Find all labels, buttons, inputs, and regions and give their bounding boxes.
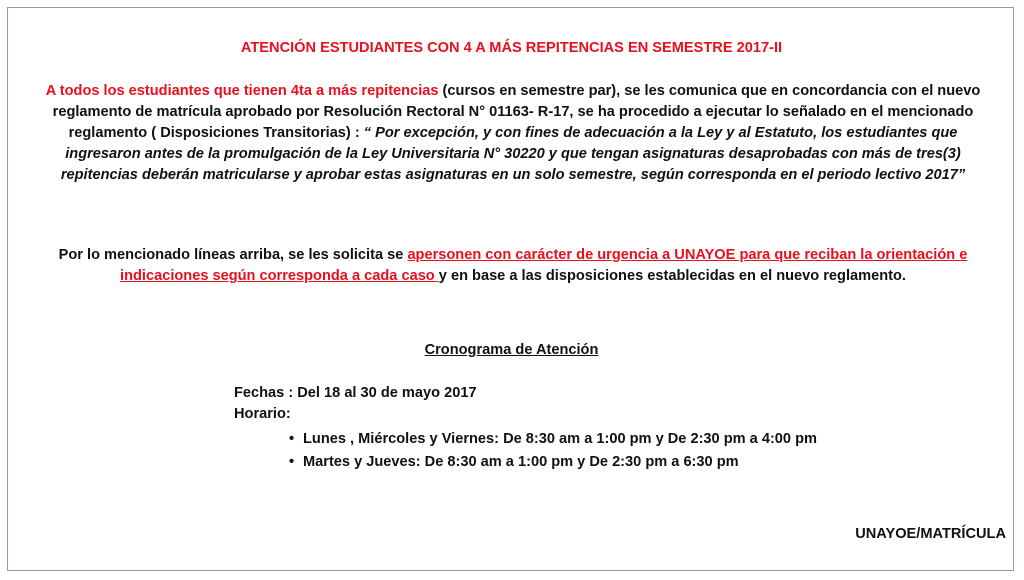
list-item: [289, 428, 817, 451]
paragraph-regulation: [32, 81, 994, 186]
schedule-hours-label: Horario:: [234, 406, 291, 422]
paragraph-request: [32, 245, 994, 287]
paragraph-regulation-highlight: A todos los estudiantes que tienen 4ta a más repitencias: [45, 83, 439, 99]
schedule-hours-list: [289, 428, 817, 474]
paragraph-request-highlight: apersonen con carácter de urgencia a UNAYOE para que reciban la orientación e indicaciones según corresponda a cada caso: [120, 247, 968, 284]
paragraph-regulation-body: (cursos en semestre par), se les comunica que en concordancia con el nuevo reglamento de matrícula aprobado por Resolución Rectoral N° 01163- R-17, se ha procedido a ejecutar lo señalado en el mencionado reglamento ( Disposiciones Transitorias) :: [52, 83, 981, 141]
notice-title: ATENCIÓN ESTUDIANTES CON 4 A MÁS REPITENCIAS EN SEMESTRE 2017-II: [240, 40, 783, 56]
paragraph-request-lead: Por lo mencionado líneas arriba, se les solicita se: [58, 247, 408, 263]
schedule-title: Cronograma de Atención: [424, 342, 599, 358]
paragraph-regulation-quote: “ Por excepción, y con fines de adecuación a la Ley y al Estatuto, los estudiantes que ingresaron antes de la promulgación de la Ley Universitaria N° 30220 y que tengan asignaturas desaprobadas con más de tres(3) repitencias deberán matricularse y aprobar estas asignaturas en un solo semestre, según corresponda en el periodo lectivo 2017”: [60, 125, 966, 183]
notice-frame: [7, 7, 1014, 571]
list-item: [289, 451, 817, 474]
schedule-hours-tue-thu: Martes y Jueves: De 8:30 am a 1:00 pm y De 2:30 pm a 6:30 pm: [303, 454, 739, 470]
schedule-hours-mon-wed-fri: Lunes , Miércoles y Viernes: De 8:30 am a 1:00 pm y De 2:30 pm a 4:00 pm: [303, 431, 817, 447]
bullet-icon: •: [289, 431, 295, 447]
bullet-icon: •: [289, 454, 295, 470]
schedule-dates: Fechas : Del 18 al 30 de mayo 2017: [234, 385, 477, 401]
signature: UNAYOE/MATRÍCULA: [855, 526, 1006, 542]
paragraph-request-tail: y en base a las disposiciones establecidas en el nuevo reglamento.: [438, 268, 906, 284]
